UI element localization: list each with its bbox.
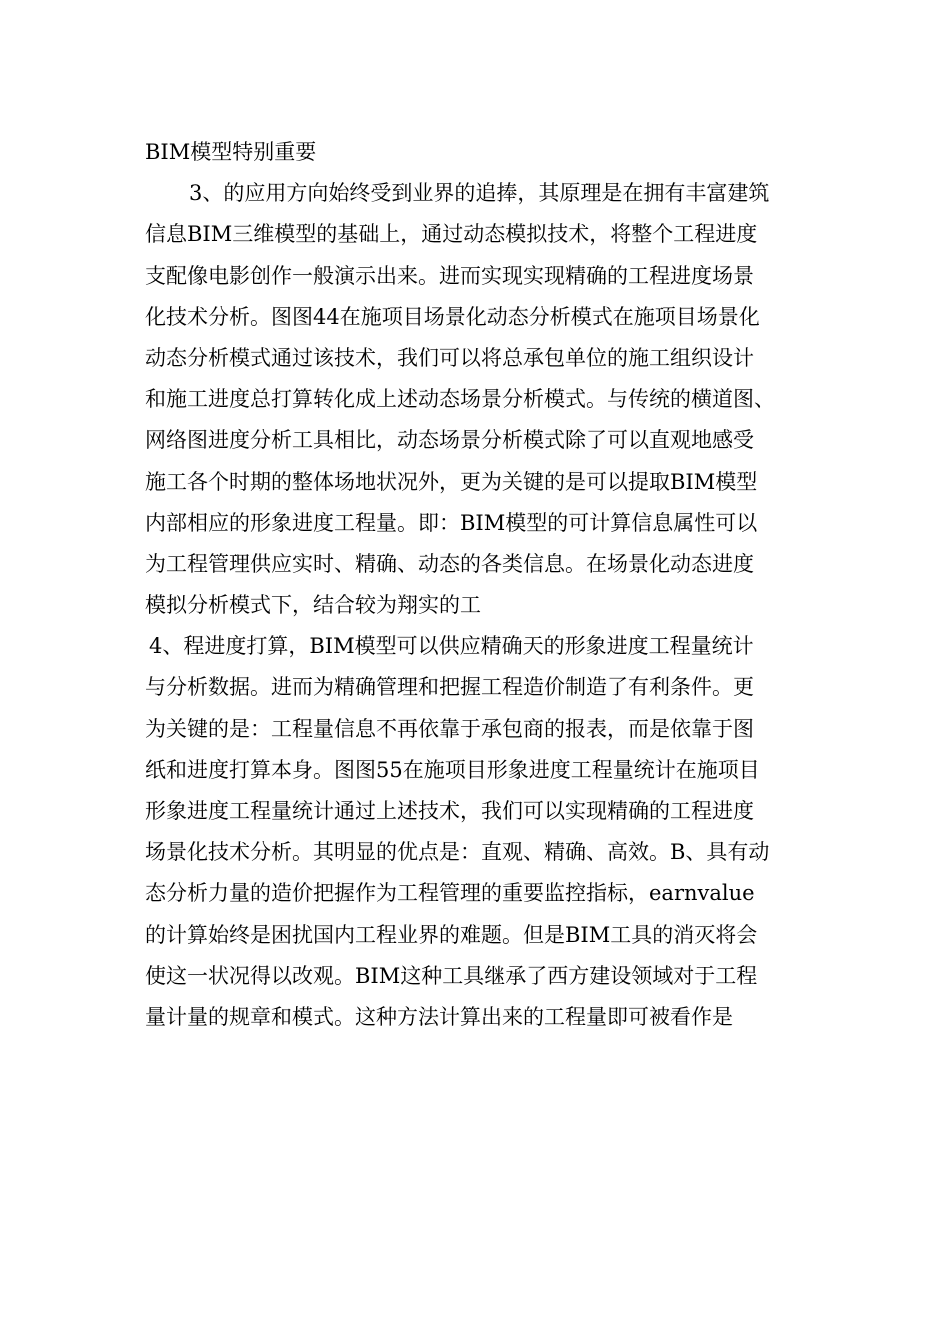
text-line: 为关键的是：工程量信息不再依靠于承包商的报表，而是依靠于图 (145, 716, 754, 741)
text-line: 4、程进度打算，BIM模型可以供应精确天的形象进度工程量统计 (149, 634, 754, 659)
text-line: 与分析数据。进而为精确管理和把握工程造价制造了有利条件。更 (145, 675, 754, 700)
text-line: 模拟分析模式下，结合较为翔实的工 (145, 593, 481, 618)
text-line: 为工程管理供应实时、精确、动态的各类信息。在场景化动态进度 (145, 551, 754, 576)
text-line: 信息BIM三维模型的基础上，通过动态模拟技术，将整个工程进度 (145, 222, 758, 247)
text-line: 化技术分析。图图44在施项目场景化动态分析模式在施项目场景化 (145, 304, 760, 329)
text-line: 纸和进度打算本身。图图55在施项目形象进度工程量统计在施项目 (145, 757, 760, 782)
text-line: 支配像电影创作一般演示出来。进而实现实现精确的工程进度场景 (145, 263, 754, 288)
text-line: 3、的应用方向始终受到业界的追捧，其原理是在拥有丰富建筑 (189, 181, 770, 206)
text-line: 量计量的规章和模式。这种方法计算出来的工程量即可被看作是 (145, 1004, 733, 1029)
text-line: BIM模型特别重要 (145, 140, 317, 164)
text-line: 场景化技术分析。其明显的优点是：直观、精确、高效。B、具有动 (145, 840, 770, 865)
text-line: 使这一状况得以改观。BIM这种工具继承了西方建设领域对于工程 (145, 963, 758, 988)
text-line: 的计算始终是困扰国内工程业界的难题。但是BIM工具的消灭将会 (145, 922, 758, 947)
text-line: 形象进度工程量统计通过上述技术，我们可以实现精确的工程进度 (145, 799, 754, 823)
text-line: 网络图进度分析工具相比，动态场景分析模式除了可以直观地感受 (145, 428, 754, 453)
text-line: 和施工进度总打算转化成上述动态场景分析模式。与传统的横道图、 (145, 387, 775, 412)
text-line: 内部相应的形象进度工程量。即：BIM模型的可计算信息属性可以 (145, 510, 758, 535)
text-line: 态分析力量的造价把握作为工程管理的重要监控指标，earnvalue (145, 881, 755, 906)
text-line: 动态分析模式通过该技术，我们可以将总承包单位的施工组织设计 (145, 345, 754, 370)
text-line: 施工各个时期的整体场地状况外，更为关键的是可以提取BIM模型 (145, 469, 758, 494)
body-text (145, 132, 825, 1038)
